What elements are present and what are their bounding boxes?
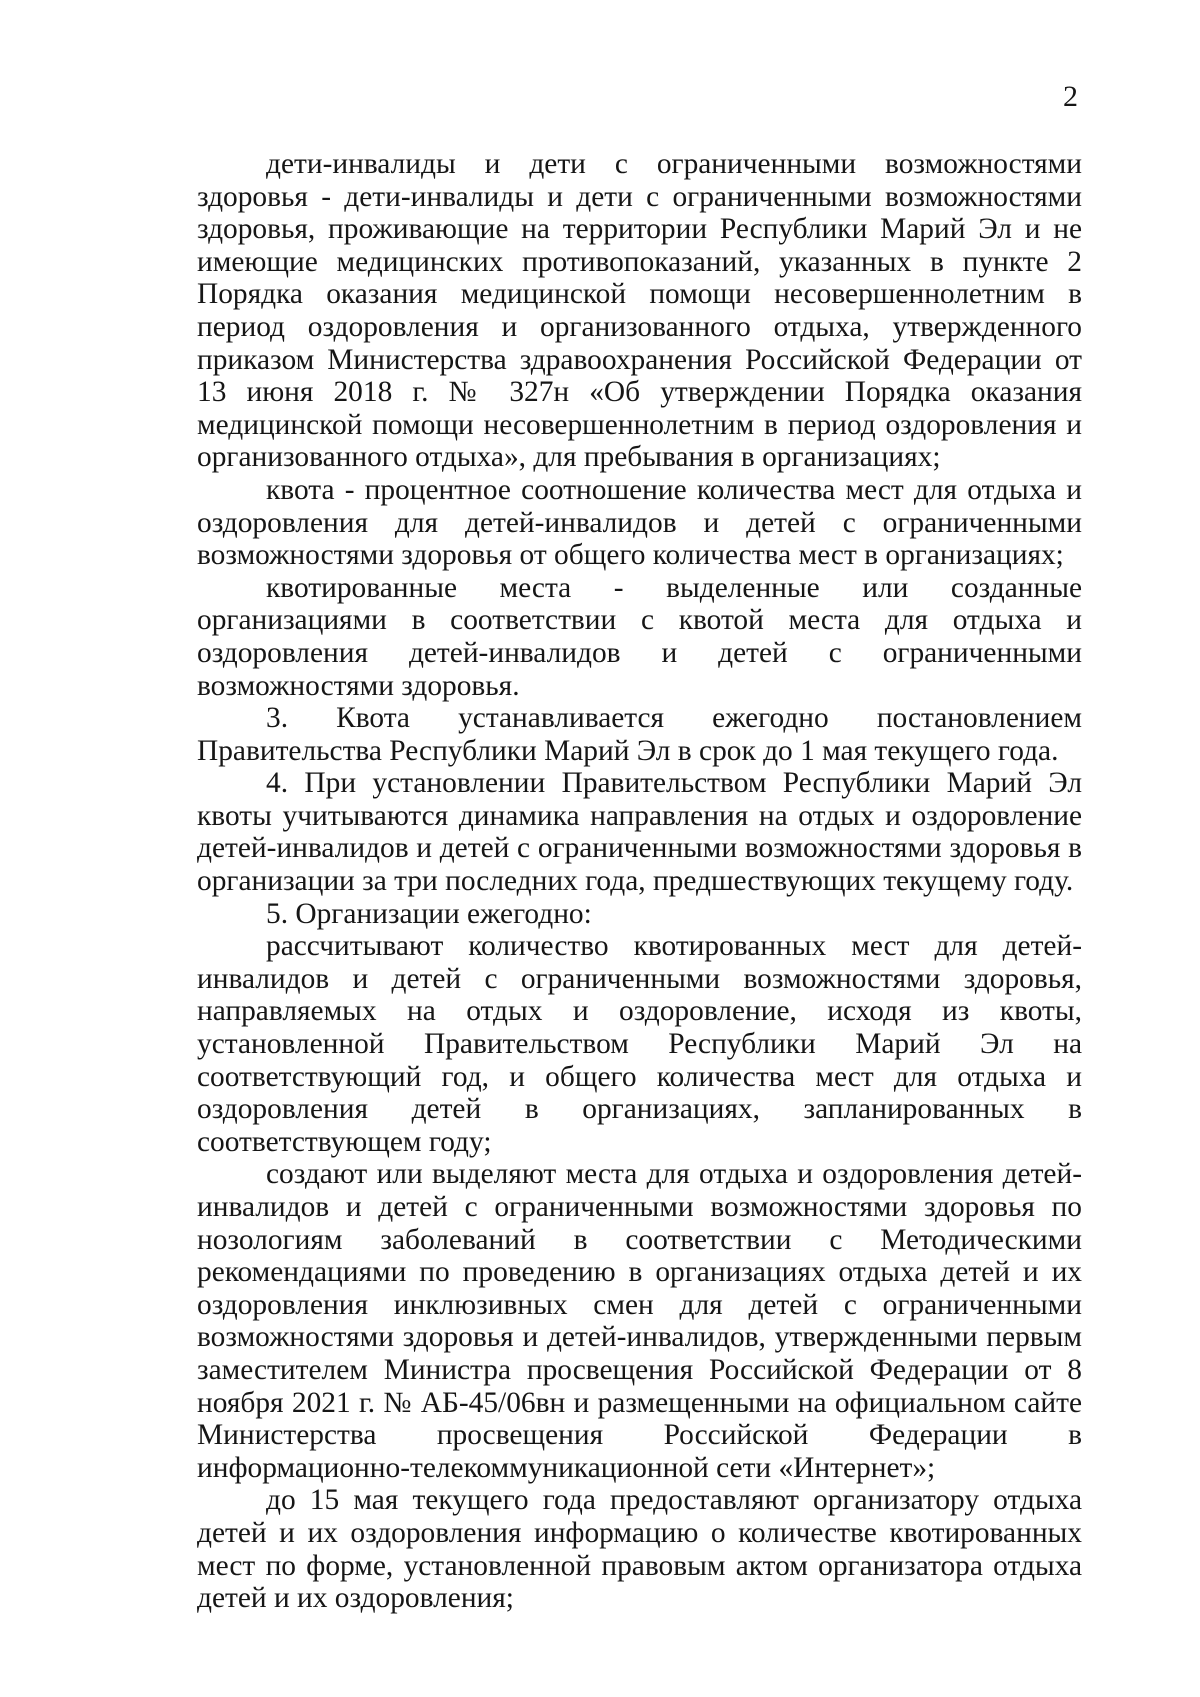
document-body <box>197 148 1082 1615</box>
paragraph-item-5-calculate: рассчитывают количество квотированных мест для детей-инвалидов и детей с ограниченными возможностями здоровья, направляемых на отдых и оздоровление, исходя из квоты, установленной Правительством Республики Марий Эл на соответствующий год, и общего количества мест для отдыха и оздоровления детей в организациях, запланированных в соответствующем году; <box>197 930 1082 1158</box>
paragraph-item-5-report: до 15 мая текущего года предоставляют организатору отдыха детей и их оздоровления информацию о количестве квотированных мест по форме, установленной правовым актом организатора отдыха детей и их оздоровления; <box>197 1484 1082 1615</box>
paragraph-definition-children: дети-инвалиды и дети с ограниченными возможностями здоровья - дети-инвалиды и дети с ограниченными возможностями здоровья, проживающие на территории Республики Марий Эл и не имеющие медицинских противопоказаний, указанных в пункте 2 Порядка оказания медицинской помощи несовершеннолетним в период оздоровления и организованного отдыха, утвержденного приказом Министерства здравоохранения Российской Федерации от 13 июня 2018 г. № 327н «Об утверждении Порядка оказания медицинской помощи несовершеннолетним в период оздоровления и организованного отдыха», для пребывания в организациях; <box>197 148 1082 474</box>
paragraph-item-3: 3. Квота устанавливается ежегодно постановлением Правительства Республики Марий Эл в срок до 1 мая текущего года. <box>197 702 1082 767</box>
paragraph-item-4: 4. При установлении Правительством Республики Марий Эл квоты учитываются динамика направления на отдых и оздоровление детей-инвалидов и детей с ограниченными возможностями здоровья в организации за три последних года, предшествующих текущему году. <box>197 767 1082 898</box>
paragraph-definition-quota-places: квотированные места - выделенные или созданные организациями в соответствии с квотой места для отдыха и оздоровления детей-инвалидов и детей с ограниченными возможностями здоровья. <box>197 571 1082 702</box>
paragraph-item-5: 5. Организации ежегодно: <box>266 897 592 930</box>
page-number: 2 <box>1063 80 1078 113</box>
paragraph-item-5-create: создают или выделяют места для отдыха и оздоровления детей-инвалидов и детей с ограниченными возможностями здоровья по нозологиям заболеваний в соответствии с Методическими рекомендациями по проведению в организациях отдыха детей и их оздоровления инклюзивных смен для детей с ограниченными возможностями здоровья и детей-инвалидов, утвержденными первым заместителем Министра просвещения Российской Федерации от 8 ноября 2021 г. № АБ-45/06вн и размещенными на официальном сайте Министерства просвещения Российской Федерации в информационно-телекоммуникационной сети «Интернет»; <box>197 1158 1082 1484</box>
paragraph-definition-quota: квота - процентное соотношение количества мест для отдыха и оздоровления для детей-инвалидов и детей с ограниченными возможностями здоровья от общего количества мест в организациях; <box>197 473 1082 572</box>
